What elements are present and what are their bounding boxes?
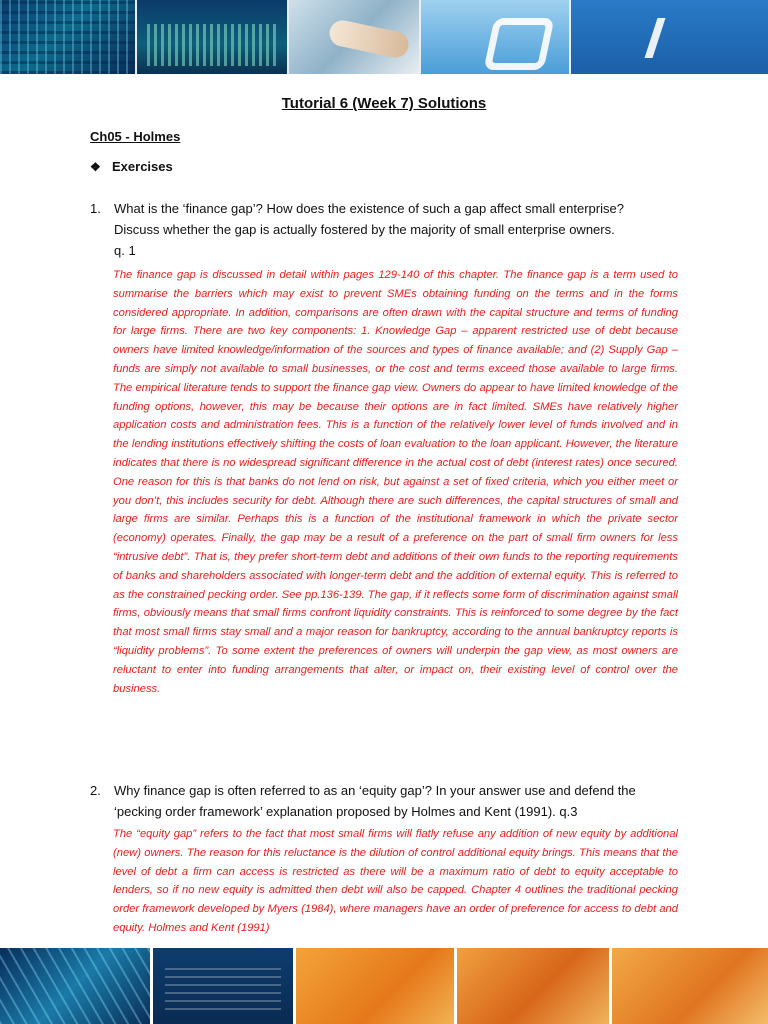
footer-image-orange-1 — [293, 948, 454, 1024]
banner-image-one-glyph — [569, 0, 768, 74]
document-title: Tutorial 6 (Week 7) Solutions — [281, 95, 487, 112]
question-2 — [90, 780, 670, 822]
chapter-heading: Ch05 - Holmes — [90, 129, 181, 144]
question-number: 2. — [90, 783, 101, 798]
footer-image-network — [0, 948, 150, 1024]
question-number: 1. — [90, 201, 101, 216]
answer-2: The “equity gap” refers to the fact that most small firms will flatly refuse any addition of new equity by additional (new) owners. The reason for this reluctance is the dilution of control additional equity brings. This means that the level of debt a firm can access is restricted as there will be a maximum ratio of debt to equity acceptable to lenders, so if no new equity is admitted then debt will also be capped. Chapter 4 outlines the traditional pecking order framework developed by Myers (1984), where managers have an order of preference for access to debt and equity. Holmes and Kent (1991) — [113, 828, 678, 934]
question-text: Why finance gap is often referred to as an ‘equity gap’? In your answer use and defend the ‘pecking order framework’ explanation proposed by Holmes and Kent (1991). q.3 — [114, 783, 636, 819]
question-reference: q. 1 — [114, 243, 136, 258]
question-1 — [90, 198, 670, 261]
diamond-bullet-icon: ❖ — [90, 159, 101, 174]
banner-image-city-chart — [135, 0, 287, 74]
section-heading-label: Exercises — [112, 159, 173, 174]
banner-image-hand — [287, 0, 419, 74]
footer-banner — [0, 948, 768, 1024]
section-heading — [90, 159, 173, 174]
banner-image-zero-glyph — [419, 0, 569, 74]
document-page — [0, 74, 768, 948]
question-text: What is the ‘finance gap’? How does the existence of such a gap affect small enterprise? Discuss whether the gap is actually fostered by the majority of small enterprise owners. — [114, 201, 624, 237]
footer-image-orange-3 — [609, 948, 768, 1024]
header-banner — [0, 0, 768, 74]
banner-image-data-grid — [0, 0, 135, 74]
answer-1: The finance gap is discussed in detail within pages 129-140 of this chapter. The finance gap is a term used to summarise the barriers which may exist to prevent SMEs obtaining funding on the terms and in the forms considered appropriate. In addition, comparisons are often drawn with the capital structure and terms of funding for large firms. There are two key components: 1. Knowledge Gap – apparent restricted use of debt because owners have limited knowledge/information of the sources and types of finance available; and (2) Supply Gap – funds are simply not available to small businesses, or the cost and terms exceed those available to large firms. The empirical literature tends to support the finance gap view. Owners do appear to have limited knowledge of the funding options, however, this may be because their options are in fact limited. SMEs have relatively higher application costs and administration fees. This is a function of the relatively lower level of funds involved and in the lending institutions effectively shifting the costs of loan evaluation to the loan applicant. However, the literature indicates that there is no widespread significant difference in the actual cost of debt (interest rates) once secured. One reason for this is that banks do not lend on risk, but against a set of fixed criteria, which you either meet or you don’t, this includes security for debt. Although there are such differences, the capital structures of small and large firms are similar. Perhaps this is a function of the institutional framework in which the private sector (economy) operates. Finally, the gap may be a result of a preference on the part of small firm owners for less “intrusive debt”. That is, they prefer short-term debt and additions of their own funds to the reporting requirements of banks and shareholders associated with longer-term debt and the addition of external equity. This is referred to as the constrained pecking order. See pp.136-139. The gap, if it reflects some form of discrimination against small firms, obviously means that small firms confront liquidity constraints. This is reinforced to some degree by the fact that most small firms stay small and a major reason for bankruptcy, according to the annual bankruptcy reports is “liquidity problems”. To some extent the preferences of owners will underpin the gap view, as most owners are reluctant to enter into funding arrangements that alter, or impact on, their existing level of control over the business. — [113, 269, 678, 695]
footer-image-building — [150, 948, 293, 1024]
footer-image-orange-2 — [454, 948, 609, 1024]
